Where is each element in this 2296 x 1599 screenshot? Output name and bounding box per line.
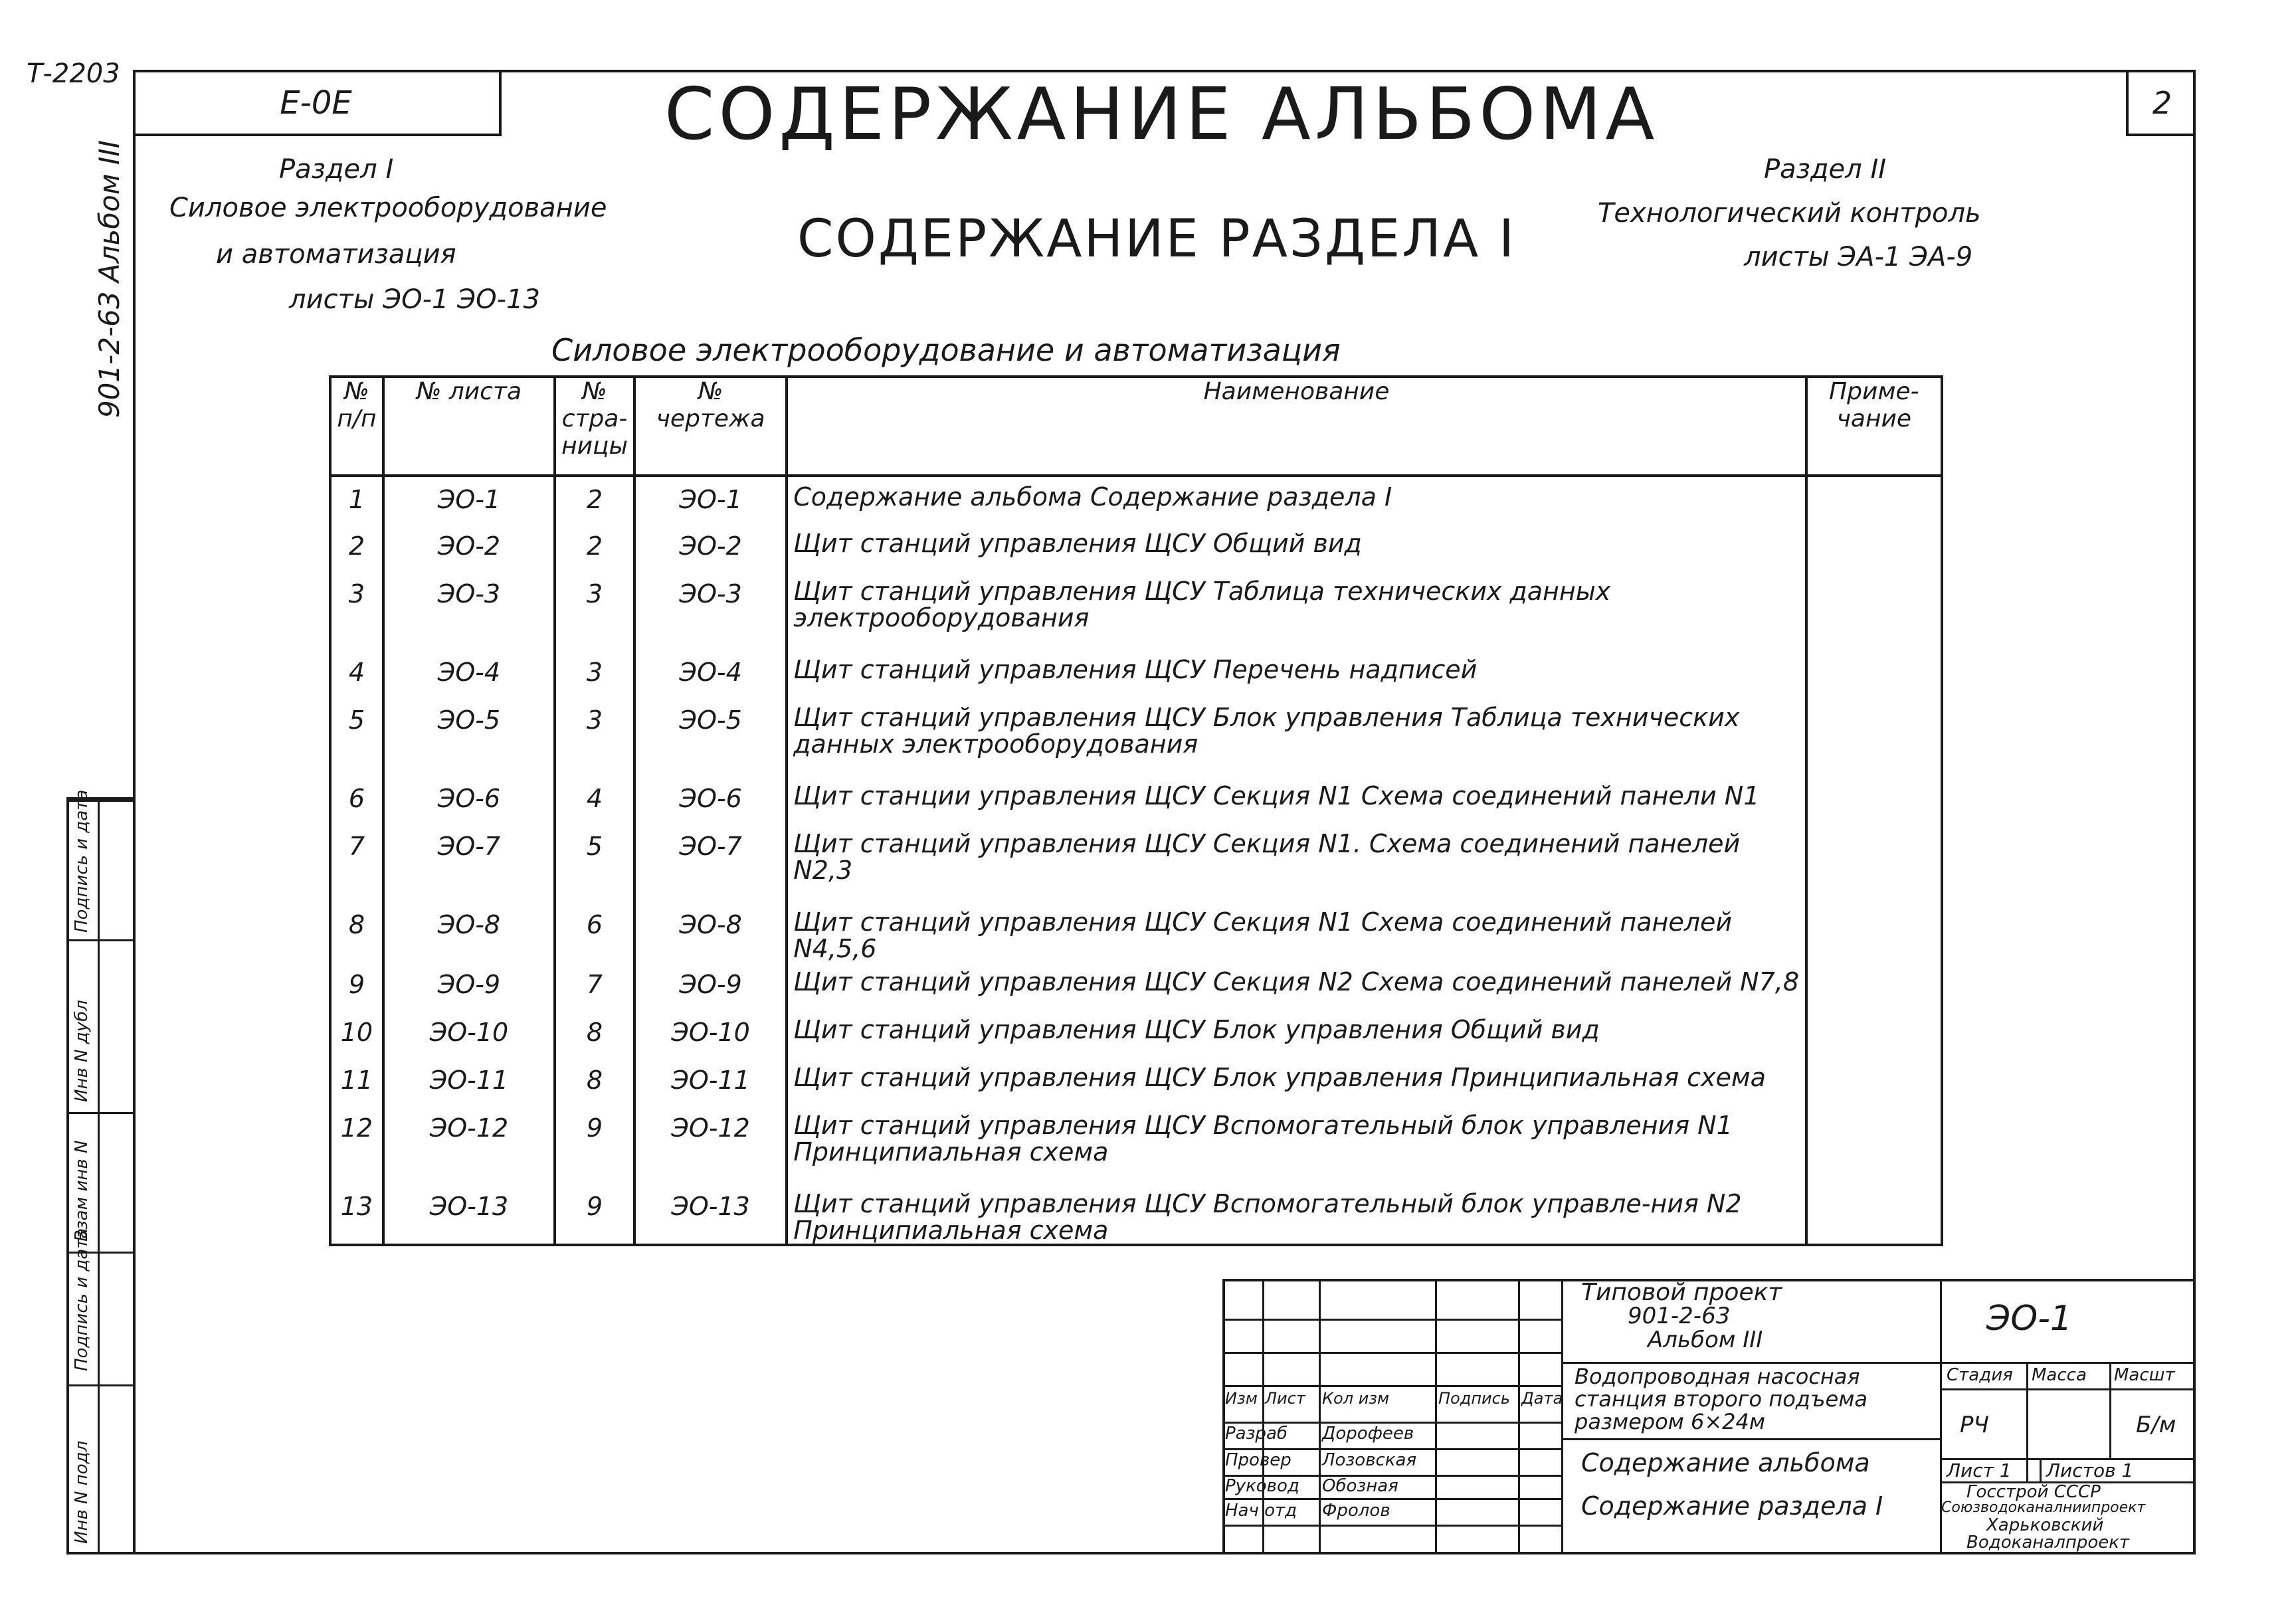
row-note <box>1806 1010 1942 1058</box>
tb-sheet-label: Лист 1 <box>1947 1459 2012 1481</box>
tb-col-date: Дата <box>1521 1389 1563 1408</box>
tb-stage-value: РЧ <box>1960 1412 1989 1438</box>
row-note <box>1806 1058 1942 1105</box>
left-block-line1: Раздел I <box>279 154 394 185</box>
row-name: Щит станций управления ЩСУ Секция N2 Схема соединений панелей N7,8 <box>787 962 1806 1010</box>
row-page: 3 <box>555 698 634 776</box>
tb-org-line1: Госстрой СССР <box>1966 1482 2101 1502</box>
stamp-strip <box>66 789 133 1554</box>
row-drawing: ЭО-6 <box>634 776 787 824</box>
row-page: 7 <box>555 962 634 1010</box>
table-row <box>330 962 1942 1010</box>
header-col-page: № стра-ницы <box>555 377 634 476</box>
row-page: 8 <box>555 1058 634 1105</box>
row-number: 10 <box>330 1010 383 1058</box>
tb-name-4: Фролов <box>1322 1501 1390 1521</box>
table-row <box>330 523 1942 571</box>
row-name: Щит станций управления ЩСУ Вспомогательный блок управле-ния N2 Принципиальная схема <box>787 1184 1806 1245</box>
row-name: Содержание альбома Содержание раздела I <box>787 476 1806 523</box>
side-vertical-text: 901-2-63 Альбом III <box>93 140 126 419</box>
row-page: 3 <box>555 650 634 698</box>
tb-doc-title-line1: Содержание альбома <box>1581 1448 1870 1477</box>
tb-project-line1: Типовой проект <box>1581 1279 1782 1306</box>
row-note <box>1806 962 1942 1010</box>
tb-org-line2: Союзводоканалниипроект <box>1941 1499 2146 1516</box>
row-page: 2 <box>555 476 634 523</box>
stamp-label-inv-dubl: Инв N дубл <box>72 1000 92 1102</box>
row-note <box>1806 1184 1942 1245</box>
row-note <box>1806 776 1942 824</box>
row-page: 3 <box>555 571 634 650</box>
row-drawing: ЭО-2 <box>634 523 787 571</box>
row-sheet: ЭО-7 <box>383 824 555 902</box>
table-row <box>330 476 1942 523</box>
table-row <box>330 776 1942 824</box>
row-note <box>1806 571 1942 650</box>
row-name: Щит станций управления ЩСУ Секция N1. Схема соединений панелей N2,3 <box>787 824 1806 902</box>
row-sheet: ЭО-6 <box>383 776 555 824</box>
row-number: 2 <box>330 523 383 571</box>
tb-mass-header: Масса <box>2032 1365 2087 1385</box>
tb-org-line4: Водоканалпроект <box>1966 1533 2130 1552</box>
right-block-line3: листы ЭА-1 ЭА-9 <box>1744 242 1973 272</box>
tb-project-line2: 901-2-63 <box>1628 1303 1731 1329</box>
row-number: 11 <box>330 1058 383 1105</box>
right-block-line2: Технологический контроль <box>1598 198 1981 229</box>
tb-object-line3: размером 6×24м <box>1575 1409 1765 1434</box>
row-drawing: ЭО-9 <box>634 962 787 1010</box>
tb-scale-header: Масшт <box>2114 1365 2175 1385</box>
header-col-drawing: № чертежа <box>634 377 787 476</box>
tb-object-line2: станция второго подъема <box>1575 1386 1867 1412</box>
row-name: Щит станций управления ЩСУ Секция N1 Схема соединений панелей N4,5,6 <box>787 902 1806 962</box>
row-drawing: ЭО-11 <box>634 1058 787 1105</box>
table-row <box>330 1058 1942 1105</box>
header-col-name: Наименование <box>787 377 1806 476</box>
row-number: 6 <box>330 776 383 824</box>
corner-code: Т-2203 <box>27 58 120 89</box>
tb-role-2: Провер <box>1225 1450 1292 1470</box>
row-drawing: ЭО-5 <box>634 698 787 776</box>
tb-name-1: Дорофеев <box>1322 1424 1414 1444</box>
row-number: 8 <box>330 902 383 962</box>
row-sheet: ЭО-8 <box>383 902 555 962</box>
row-drawing: ЭО-10 <box>634 1010 787 1058</box>
stamp-label-vzam-inv: Взам инв N <box>72 1140 92 1242</box>
row-number: 1 <box>330 476 383 523</box>
row-name: Щит станций управления ЩСУ Блок управления Таблица технических данных электрооборудования <box>787 698 1806 776</box>
tb-scale-value: Б/м <box>2136 1412 2176 1438</box>
row-number: 7 <box>330 824 383 902</box>
row-sheet: ЭО-1 <box>383 476 555 523</box>
left-block-line4: листы ЭО-1 ЭО-13 <box>289 284 540 315</box>
tb-col-list: Лист <box>1265 1389 1305 1408</box>
row-number: 3 <box>330 571 383 650</box>
row-sheet: ЭО-5 <box>383 698 555 776</box>
row-page: 9 <box>555 1105 634 1184</box>
row-page: 9 <box>555 1184 634 1245</box>
row-page: 6 <box>555 902 634 962</box>
table-row <box>330 571 1942 650</box>
row-note <box>1806 824 1942 902</box>
section-title: СОДЕРЖАНИЕ РАЗДЕЛА I <box>797 209 1516 269</box>
doc-code-box: Е-0Е <box>133 70 502 136</box>
row-sheet: ЭО-13 <box>383 1184 555 1245</box>
table-row <box>330 1010 1942 1058</box>
row-drawing: ЭО-8 <box>634 902 787 962</box>
stamp-label-signature-2: Подпись и дата <box>72 789 92 933</box>
row-note <box>1806 902 1942 962</box>
header-col-n: № п/п <box>330 377 383 476</box>
row-drawing: ЭО-12 <box>634 1105 787 1184</box>
row-name: Щит станций управления ЩСУ Перечень надписей <box>787 650 1806 698</box>
row-name: Щит станций управления ЩСУ Блок управления Общий вид <box>787 1010 1806 1058</box>
row-name: Щит станций управления ЩСУ Вспомогательный блок управления N1 Принципиальная схема <box>787 1105 1806 1184</box>
table-row <box>330 1105 1942 1184</box>
row-note <box>1806 523 1942 571</box>
row-sheet: ЭО-4 <box>383 650 555 698</box>
row-name: Щит станции управления ЩСУ Секция N1 Схема соединений панели N1 <box>787 776 1806 824</box>
row-name: Щит станций управления ЩСУ Таблица технических данных электрооборудования <box>787 571 1806 650</box>
right-block-line1: Раздел II <box>1764 154 1887 185</box>
row-name: Щит станций управления ЩСУ Блок управления Принципиальная схема <box>787 1058 1806 1105</box>
table-row <box>330 824 1942 902</box>
tb-col-izm: Изм <box>1225 1389 1258 1408</box>
row-sheet: ЭО-11 <box>383 1058 555 1105</box>
tb-name-2: Лозовская <box>1322 1450 1417 1470</box>
row-drawing: ЭО-4 <box>634 650 787 698</box>
tb-role-1: Разраб <box>1225 1424 1288 1444</box>
row-sheet: ЭО-12 <box>383 1105 555 1184</box>
table-caption: Силовое электрооборудование и автоматизация <box>551 332 1341 368</box>
row-note <box>1806 476 1942 523</box>
table-row <box>330 650 1942 698</box>
tb-project-line3: Альбом III <box>1648 1327 1763 1353</box>
header-col-sheet: № листа <box>383 377 555 476</box>
row-page: 5 <box>555 824 634 902</box>
row-name: Щит станций управления ЩСУ Общий вид <box>787 523 1806 571</box>
tb-col-kol: Кол изм <box>1322 1389 1390 1408</box>
row-note <box>1806 1105 1942 1184</box>
row-note <box>1806 650 1942 698</box>
row-drawing: ЭО-7 <box>634 824 787 902</box>
row-number: 4 <box>330 650 383 698</box>
table-row <box>330 1184 1942 1245</box>
row-number: 5 <box>330 698 383 776</box>
row-sheet: ЭО-10 <box>383 1010 555 1058</box>
left-block-line3: и автоматизация <box>216 239 456 270</box>
page-number-box: 2 <box>2126 70 2196 136</box>
album-title: СОДЕРЖАНИЕ АЛЬБОМА <box>664 73 1659 156</box>
table-row <box>330 698 1942 776</box>
row-number: 12 <box>330 1105 383 1184</box>
tb-sheet-code: ЭО-1 <box>1986 1299 2073 1339</box>
stamp-label-inv-podl: Инв N подл <box>72 1440 92 1544</box>
row-drawing: ЭО-13 <box>634 1184 787 1245</box>
row-drawing: ЭО-1 <box>634 476 787 523</box>
row-sheet: ЭО-2 <box>383 523 555 571</box>
side-vertical-label <box>93 93 133 465</box>
table-header-row <box>330 377 1942 476</box>
row-number: 13 <box>330 1184 383 1245</box>
tb-sheets-label: Листов 1 <box>2046 1459 2134 1481</box>
row-page: 2 <box>555 523 634 571</box>
row-page: 4 <box>555 776 634 824</box>
tb-role-4: Нач отд <box>1225 1501 1297 1521</box>
tb-doc-title-line2: Содержание раздела I <box>1581 1491 1883 1521</box>
stamp-label-signature-1: Подпись и дата <box>72 1228 92 1371</box>
left-block-line2: Силовое электрооборудование <box>169 193 607 223</box>
tb-col-signature: Подпись <box>1438 1389 1510 1408</box>
row-sheet: ЭО-9 <box>383 962 555 1010</box>
tb-org-line3: Харьковский <box>1986 1515 2104 1535</box>
tb-name-3: Обозная <box>1322 1476 1398 1496</box>
table-row <box>330 902 1942 962</box>
header-col-note: Приме-чание <box>1806 377 1942 476</box>
tb-stage-header: Стадия <box>1947 1365 2013 1385</box>
tb-object-line1: Водопроводная насосная <box>1575 1364 1860 1389</box>
title-block <box>1222 1279 2196 1554</box>
tb-role-3: Руковод <box>1225 1476 1299 1496</box>
row-number: 9 <box>330 962 383 1010</box>
contents-table <box>329 375 1943 1246</box>
row-drawing: ЭО-3 <box>634 571 787 650</box>
row-page: 8 <box>555 1010 634 1058</box>
row-note <box>1806 698 1942 776</box>
row-sheet: ЭО-3 <box>383 571 555 650</box>
